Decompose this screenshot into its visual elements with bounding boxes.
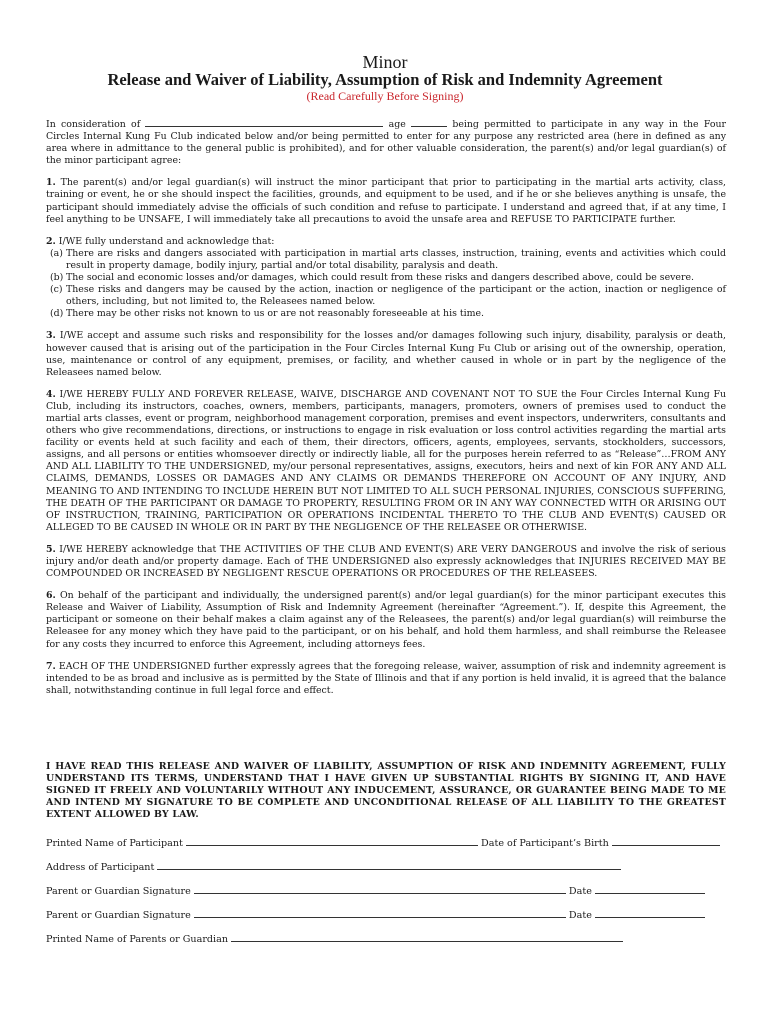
section-number: 6. [46, 590, 56, 602]
date-label: Date [568, 910, 592, 921]
guardian-signature-field[interactable] [194, 884, 566, 894]
section-6 [46, 590, 726, 650]
printed-name-guardian-field[interactable] [231, 932, 623, 942]
document-subtitle: (Read Carefully Before Signing) [306, 89, 464, 103]
section-4 [46, 389, 726, 534]
list-item-text: There may be other risks not known to us or are not reasonably foreseeable at his time. [66, 308, 485, 320]
section-3 [46, 330, 726, 378]
intro-paragraph [46, 117, 726, 167]
date-label: Date [568, 886, 592, 897]
guardian-signature-field[interactable] [194, 908, 566, 918]
section-number: 4. [46, 388, 56, 400]
list-item-label: (d) [50, 308, 64, 320]
list-item-label: (a) [50, 247, 63, 259]
list-item [46, 308, 726, 320]
address-field[interactable] [157, 860, 621, 870]
participant-name-blank[interactable] [145, 117, 383, 127]
section-text: EACH OF THE UNDERSIGNED further expressly agrees that the foregoing release, waiver, assumption of risk and indemnity agreement is intended to be as broad and inclusive as is permitted by the State of Illinois and that if any portion is held invalid, it is agreed that the balance shall, notwithstanding continue in full legal force and effect. [46, 660, 726, 696]
signature-row-address [46, 860, 726, 873]
intro-text-2: age [383, 119, 412, 130]
document-title: Release and Waiver of Liability, Assumption of Risk and Indemnity Agreement [107, 70, 663, 89]
list-item [46, 284, 726, 308]
acknowledgment-statement: I HAVE READ THIS RELEASE AND WAIVER OF LIABILITY, ASSUMPTION OF RISK AND INDEMNITY AGREEMENT, FULLY UNDERSTAND ITS TERMS, UNDERSTAND THAT I HAVE GIVEN UP SUBSTANTIAL RIGHTS BY SIGNING IT, AND HAVE SIGNED IT FREELY AND VOLUNTARILY WITHOUT ANY INDUCEMENT, ASSURANCE, OR GUARANTEE BEING MADE TO ME AND INTEND MY SIGNATURE TO BE COMPLETE AND UNCONDITIONAL RELEASE OF ALL LIABILITY TO THE GREATEST EXTENT ALLOWED BY LAW. [46, 761, 726, 821]
section-number: 5. [46, 543, 56, 555]
signature-row-guardian-2 [46, 908, 726, 921]
agreement-body [46, 117, 726, 707]
document-label-minor: Minor [362, 52, 408, 72]
list-item-text: The social and economic losses and/or damages, which could result from these risks and dangers described above, could be severe. [66, 272, 694, 284]
section-number: 3. [46, 330, 56, 342]
guardian-signature-label: Parent or Guardian Signature [46, 910, 191, 921]
date-field[interactable] [595, 884, 705, 894]
section-text: The parent(s) and/or legal guardian(s) will instruct the minor participant that prior to participating in the martial arts activity, class, training or event, he or she should inspect the facilities, grounds, and equipment to be used, and if he or she believes anything is unsafe, the participant should immediately advise the officials of such condition and refuse to participate. I understand and agreed that, if at any time, I feel anything to be UNSAFE, I will immediately take all precautions to avoid the unsafe area and REFUSE TO PARTICIPATE further. [46, 177, 726, 225]
list-item [46, 248, 726, 272]
section-text: I/WE HEREBY acknowledge that THE ACTIVITIES OF THE CLUB AND EVENT(S) ARE VERY DANGEROUS and involve the risk of serious injury and/or death and/or property damage. Each of THE UNDERSIGNED also expressly acknowledges that INJURIES RECEIVED MAY BE COMPOUNDED OR INCREASED BY NEGLIGENT RESCUE OPERATIONS OR PROCEDURES OF THE RELEASEES. [46, 543, 726, 580]
section-text: I/WE accept and assume such risks and responsibility for the losses and/or damages following such injury, disability, paralysis or death, however caused that is arising out of the participation in the Four Circles Internal Kung Fu Club or arising out of the ownership, operation, use, maintenance or control of any equipment, premises, or facility, and whether caused in whole or in part by the negligence of the Releasees named below. [46, 330, 726, 378]
section-text: I/WE HEREBY FULLY AND FOREVER RELEASE, WAIVE, DISCHARGE AND COVENANT NOT TO SUE the Four Circles Internal Kung Fu Club, including its instructors, coaches, owners, members, participants, managers, promoters, owners of premises used to conduct the martial arts classes, event or program, neighborhood management corporation, premises and event inspectors, underwriters, consultants and others who give recommendations, directions, or instructions to engage in risk evaluation or loss control activities regarding the martial arts facility or events held at such facility and each of them, their directors, officers, agents, employees, servants, stockholders, successors, assigns, and all persons or entities whomsoever directly or indirectly liable, all for the purposes herein referred to as “Release”…FROM ANY AND ALL LIABILITY TO THE UNDERSIGNED, my/our personal representatives, assigns, executors, heirs and next of kin FOR ANY AND ALL CLAIMS, DEMANDS, LOSSES OR DAMAGES AND ANY CLAIMS OR DEMANDS THEREFORE ON ACCOUNT OF ANY INJURY, AND MEANING TO AND INTENDING TO INCLUDE HEREIN BUT NOT LIMITED TO ALL SUCH PERSONAL INJURIES, CONSCIOUS SUFFERING, THE DEATH OF THE PARTICIPANT OR DAMAGE TO PROPERTY, RESULTING FROM OR IN ANY WAY CONNECTED WITH OR ARISING OUT OF INSTRUCTION, TRAINING, PARTICIPATION OR OPERATIONS INCIDENTAL THERETO TO THE CLUB AND EVENT(S) CAUSED OR ALLEGED TO BE CAUSED IN WHOLE OR IN PART BY THE NEGLIGENCE OF THE RELEASEE OR OTHERWISE. [46, 388, 726, 533]
section-1 [46, 177, 726, 225]
section-number: 7. [46, 660, 56, 672]
signature-row-guardian-name [46, 932, 726, 945]
printed-name-participant-field[interactable] [186, 836, 478, 846]
date-of-birth-field[interactable] [612, 836, 720, 846]
section-7 [46, 661, 726, 697]
intro-text-3: being permitted to participate in any way in the Four Circles Internal Kung Fu Club indicated below and/or being permitted to enter for any purpose any restricted area (here in defined as any area where in admittance to the general public is prohibited), and for other valuable consideration, the parent(s) and/or legal guardian(s) of the minor participant agree: [46, 119, 726, 167]
section-number: 1. [46, 177, 56, 189]
list-item-text: These risks and dangers may be caused by the action, inaction or negligence of the participant or the action, inaction or negligence of others, including, but not limited to, the Releasees named below. [66, 284, 726, 308]
printed-name-participant-label: Printed Name of Participant [46, 838, 183, 849]
list-item-label: (c) [50, 284, 63, 296]
guardian-signature-label: Parent or Guardian Signature [46, 886, 191, 897]
intro-text-1: In consideration of [46, 119, 146, 130]
list-item-label: (b) [50, 272, 64, 284]
date-field[interactable] [595, 908, 705, 918]
list-item-text: There are risks and dangers associated with participation in martial arts classes, instruction, training, events and activities which could result in property damage, bodily injury, partial and/or total disability, paralysis and death. [66, 247, 726, 271]
list-item [46, 272, 726, 284]
address-label: Address of Participant [46, 862, 155, 873]
section-2 [46, 236, 726, 321]
section-text: I/WE fully understand and acknowledge that: [55, 235, 275, 247]
date-of-birth-label: Date of Participant’s Birth [481, 838, 609, 849]
printed-name-guardian-label: Printed Name of Parents or Guardian [46, 934, 229, 945]
signature-row-guardian-1 [46, 884, 726, 897]
section-text: On behalf of the participant and individually, the undersigned parent(s) and/or legal guardian(s) for the minor participant executes this Release and Waiver of Liability, Assumption of Risk and Indemnity Agreement (hereinafter “Agreement.”). If, despite this Agreement, the participant or someone on their behalf makes a claim against any of the Releasees, the parent(s) and/or legal guardian(s) will reimburse the Releasee for any money which they have paid to the participant, or on his behalf, and hold them harmless, and shall reimburse the Releasee for any costs they incurred to enforce this Agreement, including attorneys fees. [46, 590, 726, 650]
section-5 [46, 544, 726, 580]
signature-row-participant [46, 836, 726, 849]
participant-age-blank[interactable] [411, 117, 447, 127]
section-number: 2. [46, 235, 56, 247]
